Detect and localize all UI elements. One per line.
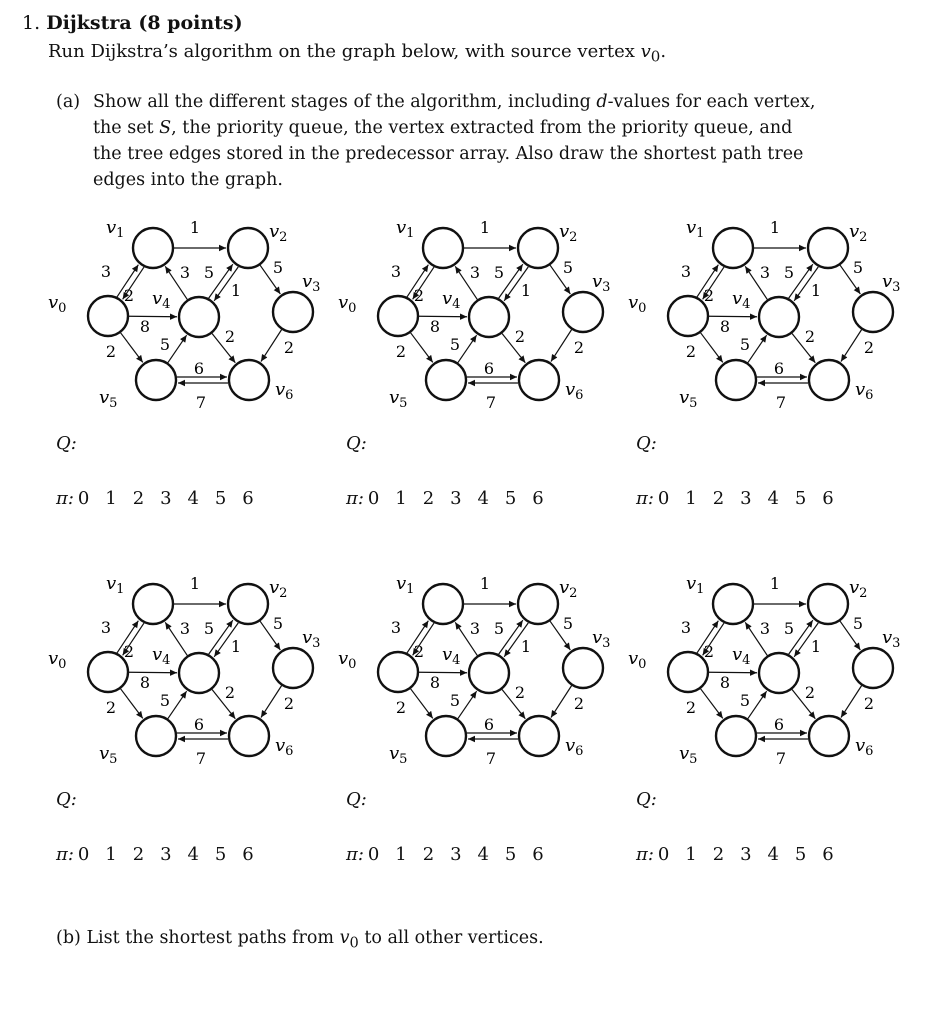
edge-weight-v2-v4: 1 xyxy=(230,281,242,300)
edge-weight-v1-v0: 2 xyxy=(123,286,135,305)
pi-index: 5 xyxy=(504,488,517,509)
vertex-label-v2: $v_2$ xyxy=(559,221,578,245)
edge-weight-v0-v1: 3 xyxy=(680,618,692,637)
edge-weight-v4-v6: 2 xyxy=(224,327,236,346)
pi-index: 1 xyxy=(105,488,117,509)
pi-index: 6 xyxy=(822,488,834,509)
pi-index: 5 xyxy=(214,488,227,509)
vertex-v0[interactable] xyxy=(88,652,128,692)
vertex-label-v0: $v_0$ xyxy=(338,648,357,672)
part-b-text-2: to all other vertices. xyxy=(358,928,544,948)
vertex-v3[interactable] xyxy=(563,648,603,688)
edge-weight-v0-v5: 2 xyxy=(685,698,697,717)
vertex-v4[interactable] xyxy=(179,653,219,693)
edge-weight-v2-v3: 5 xyxy=(852,614,864,633)
edge-weight-v2-v4: 1 xyxy=(520,281,532,300)
vertex-label-v3: $v_3$ xyxy=(302,627,321,651)
vertex-v5[interactable] xyxy=(136,716,176,756)
vertex-v0[interactable] xyxy=(378,652,418,692)
vertex-label-v4: $v_4$ xyxy=(442,288,461,312)
pi-index: 6 xyxy=(532,844,544,865)
edge-weight-v0-v4: 8 xyxy=(719,317,731,336)
vertex-label-v2: $v_2$ xyxy=(559,577,578,601)
edge-v0-v4 xyxy=(709,316,757,317)
edge-weight-v4-v1: 3 xyxy=(759,263,771,282)
edge-weight-v6-v5: 6 xyxy=(773,715,785,734)
vertex-label-v5: $v_5$ xyxy=(99,743,118,767)
edge-weight-v4-v2: 5 xyxy=(203,263,215,282)
vertex-label-v6: $v_6$ xyxy=(565,735,584,759)
vertex-label-v1: $v_1$ xyxy=(396,217,415,241)
part-a-text-1: Show all the different stages of the algorithm, including xyxy=(93,92,597,112)
edge-weight-v3-v6: 2 xyxy=(573,694,585,713)
predecessor-row xyxy=(56,488,270,509)
vertex-label-v0: $v_0$ xyxy=(48,648,67,672)
edge-weight-v1-v0: 2 xyxy=(413,642,425,661)
edge-weight-v3-v6: 2 xyxy=(283,694,295,713)
vertex-label-v5: $v_5$ xyxy=(679,387,698,411)
problem-number: 1. xyxy=(22,12,41,34)
vertex-label-v5: $v_5$ xyxy=(99,387,118,411)
vertex-label-v6: $v_6$ xyxy=(275,735,294,759)
vertex-v3[interactable] xyxy=(273,648,313,688)
pi-symbol: π: xyxy=(346,844,364,865)
vertex-v6[interactable] xyxy=(229,716,269,756)
pi-index: 2 xyxy=(132,488,145,509)
vertex-label-v6: $v_6$ xyxy=(275,379,294,403)
vertex-label-v1: $v_1$ xyxy=(686,573,705,597)
vertex-label-v1: $v_1$ xyxy=(686,217,705,241)
graph-diagram xyxy=(628,571,933,781)
edge-v0-v5 xyxy=(121,689,143,719)
graph-diagram xyxy=(338,215,643,425)
vertex-v6[interactable] xyxy=(229,360,269,400)
edge-weight-v1-v2: 1 xyxy=(479,218,491,237)
edge-weight-v1-v2: 1 xyxy=(479,574,491,593)
pi-index: 6 xyxy=(242,488,254,509)
vertex-v1[interactable] xyxy=(133,584,173,624)
pi-index: 1 xyxy=(395,488,407,509)
vertex-v3[interactable] xyxy=(273,292,313,332)
edge-weight-v4-v2: 5 xyxy=(493,263,505,282)
edge-v5-v4 xyxy=(458,691,477,718)
vertex-v0[interactable] xyxy=(378,296,418,336)
pi-index: 0 xyxy=(367,844,380,865)
vertex-v6[interactable] xyxy=(519,716,559,756)
edge-weight-v1-v2: 1 xyxy=(189,574,201,593)
pi-index: 2 xyxy=(712,488,725,509)
vertex-label-v2: $v_2$ xyxy=(849,577,868,601)
vertex-v1[interactable] xyxy=(423,584,463,624)
vertex-label-v2: $v_2$ xyxy=(269,577,288,601)
vertex-label-v3: $v_3$ xyxy=(592,271,611,295)
vertex-label-v0: $v_0$ xyxy=(338,292,357,316)
pi-index: 3 xyxy=(160,488,172,509)
edge-weight-v0-v5: 2 xyxy=(105,698,117,717)
predecessor-row xyxy=(636,488,850,509)
edge-weight-v0-v1: 3 xyxy=(680,262,692,281)
intro-text: Run Dijkstra’s algorithm on the graph below, with source vertex xyxy=(48,41,641,62)
vertex-v4[interactable] xyxy=(469,653,509,693)
queue-label: Q: xyxy=(346,789,367,810)
vertex-label-v3: $v_3$ xyxy=(302,271,321,295)
vertex-v6[interactable] xyxy=(809,360,849,400)
pi-symbol: π: xyxy=(56,844,74,865)
pi-index: 1 xyxy=(685,488,697,509)
vertex-v4[interactable] xyxy=(179,297,219,337)
pi-index: 6 xyxy=(242,844,254,865)
pi-index: 4 xyxy=(187,844,199,865)
intro-suffix: . xyxy=(660,41,667,62)
edge-weight-v1-v2: 1 xyxy=(769,218,781,237)
vertex-v3[interactable] xyxy=(853,292,893,332)
edge-weight-v0-v1: 3 xyxy=(390,262,402,281)
pi-index: 5 xyxy=(794,844,807,865)
vertex-v5[interactable] xyxy=(716,360,756,400)
pi-index: 5 xyxy=(794,488,807,509)
pi-index: 6 xyxy=(822,844,834,865)
pi-index: 1 xyxy=(685,844,697,865)
graph-diagram xyxy=(338,571,643,781)
part-b-var: v xyxy=(339,928,350,948)
edge-v0-v5 xyxy=(121,333,143,363)
edge-weight-v5-v6: 7 xyxy=(775,393,787,412)
predecessor-row xyxy=(56,844,270,865)
part-a-d: d xyxy=(596,92,608,112)
vertex-label-v1: $v_1$ xyxy=(106,573,125,597)
predecessor-row xyxy=(346,844,560,865)
edge-weight-v2-v3: 5 xyxy=(562,258,574,277)
edge-weight-v2-v4: 1 xyxy=(810,281,822,300)
edge-weight-v2-v3: 5 xyxy=(272,614,284,633)
stage-4 xyxy=(48,571,353,891)
edge-weight-v4-v2: 5 xyxy=(203,619,215,638)
problem-intro xyxy=(48,41,666,66)
edge-v3-v6 xyxy=(841,330,862,362)
vertex-label-v3: $v_3$ xyxy=(882,627,901,651)
edge-weight-v2-v3: 5 xyxy=(272,258,284,277)
pi-index: 2 xyxy=(712,844,725,865)
pi-index: 0 xyxy=(367,488,380,509)
edge-weight-v3-v6: 2 xyxy=(863,694,875,713)
edge-weight-v0-v1: 3 xyxy=(100,262,112,281)
edge-weight-v4-v1: 3 xyxy=(469,619,481,638)
vertex-label-v6: $v_6$ xyxy=(565,379,584,403)
part-b xyxy=(56,928,544,952)
graph-diagram xyxy=(628,215,933,425)
pi-index: 4 xyxy=(477,488,489,509)
vertex-label-v4: $v_4$ xyxy=(732,644,751,668)
vertex-v2[interactable] xyxy=(518,228,558,268)
edge-weight-v1-v2: 1 xyxy=(769,574,781,593)
pi-index: 4 xyxy=(767,488,779,509)
edge-weight-v5-v4: 5 xyxy=(739,691,751,710)
vertex-v2[interactable] xyxy=(808,584,848,624)
edge-weight-v4-v1: 3 xyxy=(469,263,481,282)
vertex-label-v3: $v_3$ xyxy=(882,271,901,295)
predecessor-row xyxy=(346,488,560,509)
edge-v0-v4 xyxy=(129,316,177,317)
part-a-text-3: , the priority queue, the vertex extracted from the priority queue, and the tree edges stored in the predecessor array. Also draw the shortest path tree edges into the graph. xyxy=(93,118,804,190)
pi-index: 5 xyxy=(214,844,227,865)
edge-weight-v6-v5: 6 xyxy=(193,359,205,378)
edge-v3-v6 xyxy=(551,330,572,362)
vertex-label-v4: $v_4$ xyxy=(732,288,751,312)
edge-weight-v1-v0: 2 xyxy=(703,642,715,661)
vertex-v0[interactable] xyxy=(668,296,708,336)
pi-index: 3 xyxy=(450,844,462,865)
vertex-label-v1: $v_1$ xyxy=(106,217,125,241)
vertex-label-v2: $v_2$ xyxy=(269,221,288,245)
edge-weight-v5-v4: 5 xyxy=(159,335,171,354)
vertex-label-v5: $v_5$ xyxy=(679,743,698,767)
vertex-label-v0: $v_0$ xyxy=(48,292,67,316)
queue-label: Q: xyxy=(346,433,367,454)
pi-index: 0 xyxy=(77,844,90,865)
vertex-v2[interactable] xyxy=(518,584,558,624)
vertex-label-v0: $v_0$ xyxy=(628,648,647,672)
vertex-v0[interactable] xyxy=(88,296,128,336)
edge-weight-v6-v5: 6 xyxy=(193,715,205,734)
edge-weight-v5-v6: 7 xyxy=(485,393,497,412)
pi-index: 2 xyxy=(132,844,145,865)
vertex-v4[interactable] xyxy=(469,297,509,337)
pi-symbol: π: xyxy=(346,488,364,509)
edge-v3-v6 xyxy=(551,686,572,718)
part-b-label: (b) xyxy=(56,928,81,948)
edge-weight-v5-v4: 5 xyxy=(449,335,461,354)
pi-index: 4 xyxy=(477,844,489,865)
edge-weight-v5-v4: 5 xyxy=(449,691,461,710)
stage-3 xyxy=(628,215,933,535)
vertex-label-v6: $v_6$ xyxy=(855,735,874,759)
edge-weight-v6-v5: 6 xyxy=(483,715,495,734)
edge-weight-v1-v0: 2 xyxy=(703,286,715,305)
edge-weight-v1-v0: 2 xyxy=(123,642,135,661)
edge-weight-v2-v3: 5 xyxy=(852,258,864,277)
part-a-text-2: -values for each vertex, the set xyxy=(93,92,816,138)
pi-index: 6 xyxy=(532,488,544,509)
stage-6 xyxy=(628,571,933,891)
edge-weight-v4-v6: 2 xyxy=(514,683,526,702)
part-a-label: (a) xyxy=(56,92,81,112)
pi-index: 1 xyxy=(105,844,117,865)
part-a xyxy=(56,89,816,193)
vertex-v0[interactable] xyxy=(668,652,708,692)
vertex-v5[interactable] xyxy=(136,360,176,400)
edge-weight-v4-v2: 5 xyxy=(783,619,795,638)
pi-index: 0 xyxy=(77,488,90,509)
queue-label: Q: xyxy=(56,789,77,810)
edge-weight-v4-v1: 3 xyxy=(179,263,191,282)
vertex-v6[interactable] xyxy=(809,716,849,756)
vertex-v1[interactable] xyxy=(713,584,753,624)
vertex-label-v6: $v_6$ xyxy=(855,379,874,403)
vertex-label-v5: $v_5$ xyxy=(389,387,408,411)
edge-weight-v0-v5: 2 xyxy=(395,698,407,717)
pi-index: 3 xyxy=(160,844,172,865)
part-b-sub: 0 xyxy=(349,934,359,952)
edge-v0-v4 xyxy=(419,316,467,317)
edge-weight-v0-v1: 3 xyxy=(390,618,402,637)
edge-v3-v6 xyxy=(261,330,282,362)
pi-index: 1 xyxy=(395,844,407,865)
pi-index: 5 xyxy=(504,844,517,865)
stage-1 xyxy=(48,215,353,535)
pi-index: 2 xyxy=(422,488,435,509)
edge-weight-v4-v6: 2 xyxy=(224,683,236,702)
edge-weight-v5-v6: 7 xyxy=(775,749,787,768)
vertex-v1[interactable] xyxy=(133,228,173,268)
vertex-v2[interactable] xyxy=(808,228,848,268)
stage-2 xyxy=(338,215,643,535)
edge-weight-v0-v4: 8 xyxy=(719,673,731,692)
edge-weight-v4-v1: 3 xyxy=(759,619,771,638)
edge-v0-v4 xyxy=(129,672,177,673)
edge-weight-v6-v5: 6 xyxy=(773,359,785,378)
edge-v5-v4 xyxy=(458,335,477,362)
edge-v0-v4 xyxy=(419,672,467,673)
stage-5 xyxy=(338,571,643,891)
edge-v3-v6 xyxy=(261,686,282,718)
edge-weight-v5-v4: 5 xyxy=(739,335,751,354)
edge-weight-v4-v6: 2 xyxy=(804,327,816,346)
edge-v3-v6 xyxy=(841,686,862,718)
edge-weight-v1-v0: 2 xyxy=(413,286,425,305)
edge-weight-v5-v6: 7 xyxy=(195,749,207,768)
pi-index: 3 xyxy=(450,488,462,509)
edge-weight-v2-v3: 5 xyxy=(562,614,574,633)
edge-weight-v0-v5: 2 xyxy=(395,342,407,361)
queue-label: Q: xyxy=(56,433,77,454)
edge-weight-v4-v6: 2 xyxy=(514,327,526,346)
pi-index: 4 xyxy=(767,844,779,865)
vertex-label-v4: $v_4$ xyxy=(442,644,461,668)
part-b-text-1: List the shortest paths from xyxy=(86,928,340,948)
edge-v0-v5 xyxy=(701,333,723,363)
pi-symbol: π: xyxy=(636,844,654,865)
edge-weight-v5-v6: 7 xyxy=(485,749,497,768)
edge-v5-v4 xyxy=(168,335,187,362)
edge-v0-v4 xyxy=(709,672,757,673)
queue-label: Q: xyxy=(636,789,657,810)
vertex-v2[interactable] xyxy=(228,584,268,624)
edge-v5-v4 xyxy=(748,691,767,718)
intro-var: v xyxy=(640,41,651,62)
vertex-v5[interactable] xyxy=(426,360,466,400)
vertex-v4[interactable] xyxy=(759,653,799,693)
edge-weight-v4-v6: 2 xyxy=(804,683,816,702)
edge-v5-v4 xyxy=(748,335,767,362)
edge-weight-v3-v6: 2 xyxy=(863,338,875,357)
vertex-v6[interactable] xyxy=(519,360,559,400)
vertex-label-v4: $v_4$ xyxy=(152,288,171,312)
pi-symbol: π: xyxy=(56,488,74,509)
vertex-v1[interactable] xyxy=(423,228,463,268)
edge-weight-v0-v5: 2 xyxy=(105,342,117,361)
vertex-v5[interactable] xyxy=(426,716,466,756)
edge-weight-v0-v1: 3 xyxy=(100,618,112,637)
edge-weight-v2-v4: 1 xyxy=(520,637,532,656)
problem-title: Dijkstra (8 points) xyxy=(46,12,243,34)
queue-label: Q: xyxy=(636,433,657,454)
edge-weight-v0-v4: 8 xyxy=(139,317,151,336)
pi-index: 2 xyxy=(422,844,435,865)
vertex-label-v3: $v_3$ xyxy=(592,627,611,651)
vertex-v2[interactable] xyxy=(228,228,268,268)
edge-weight-v6-v5: 6 xyxy=(483,359,495,378)
pi-index: 0 xyxy=(657,844,670,865)
pi-index: 3 xyxy=(740,488,752,509)
edge-weight-v2-v4: 1 xyxy=(810,637,822,656)
graph-diagram xyxy=(48,215,353,425)
part-a-S: S xyxy=(159,118,172,138)
edge-weight-v0-v5: 2 xyxy=(685,342,697,361)
edge-v0-v5 xyxy=(411,333,433,363)
edge-weight-v0-v4: 8 xyxy=(429,317,441,336)
vertex-v3[interactable] xyxy=(563,292,603,332)
pi-index: 3 xyxy=(740,844,752,865)
pi-index: 0 xyxy=(657,488,670,509)
edge-weight-v1-v2: 1 xyxy=(189,218,201,237)
vertex-label-v4: $v_4$ xyxy=(152,644,171,668)
vertex-v5[interactable] xyxy=(716,716,756,756)
intro-sub: 0 xyxy=(650,47,661,66)
edge-v0-v5 xyxy=(411,689,433,719)
edge-weight-v5-v6: 7 xyxy=(195,393,207,412)
predecessor-row xyxy=(636,844,850,865)
vertex-label-v1: $v_1$ xyxy=(396,573,415,597)
problem-heading xyxy=(22,12,243,34)
graph-diagram xyxy=(48,571,353,781)
edge-v5-v4 xyxy=(168,691,187,718)
vertex-v1[interactable] xyxy=(713,228,753,268)
edge-weight-v0-v4: 8 xyxy=(139,673,151,692)
edge-weight-v0-v4: 8 xyxy=(429,673,441,692)
vertex-v4[interactable] xyxy=(759,297,799,337)
edge-weight-v2-v4: 1 xyxy=(230,637,242,656)
vertex-v3[interactable] xyxy=(853,648,893,688)
edge-weight-v4-v2: 5 xyxy=(493,619,505,638)
edge-weight-v3-v6: 2 xyxy=(283,338,295,357)
vertex-label-v0: $v_0$ xyxy=(628,292,647,316)
pi-symbol: π: xyxy=(636,488,654,509)
pi-index: 4 xyxy=(187,488,199,509)
edge-weight-v3-v6: 2 xyxy=(573,338,585,357)
edge-weight-v5-v4: 5 xyxy=(159,691,171,710)
edge-weight-v4-v2: 5 xyxy=(783,263,795,282)
edge-weight-v4-v1: 3 xyxy=(179,619,191,638)
edge-v0-v5 xyxy=(701,689,723,719)
vertex-label-v5: $v_5$ xyxy=(389,743,408,767)
part-a-text xyxy=(93,89,816,193)
vertex-label-v2: $v_2$ xyxy=(849,221,868,245)
